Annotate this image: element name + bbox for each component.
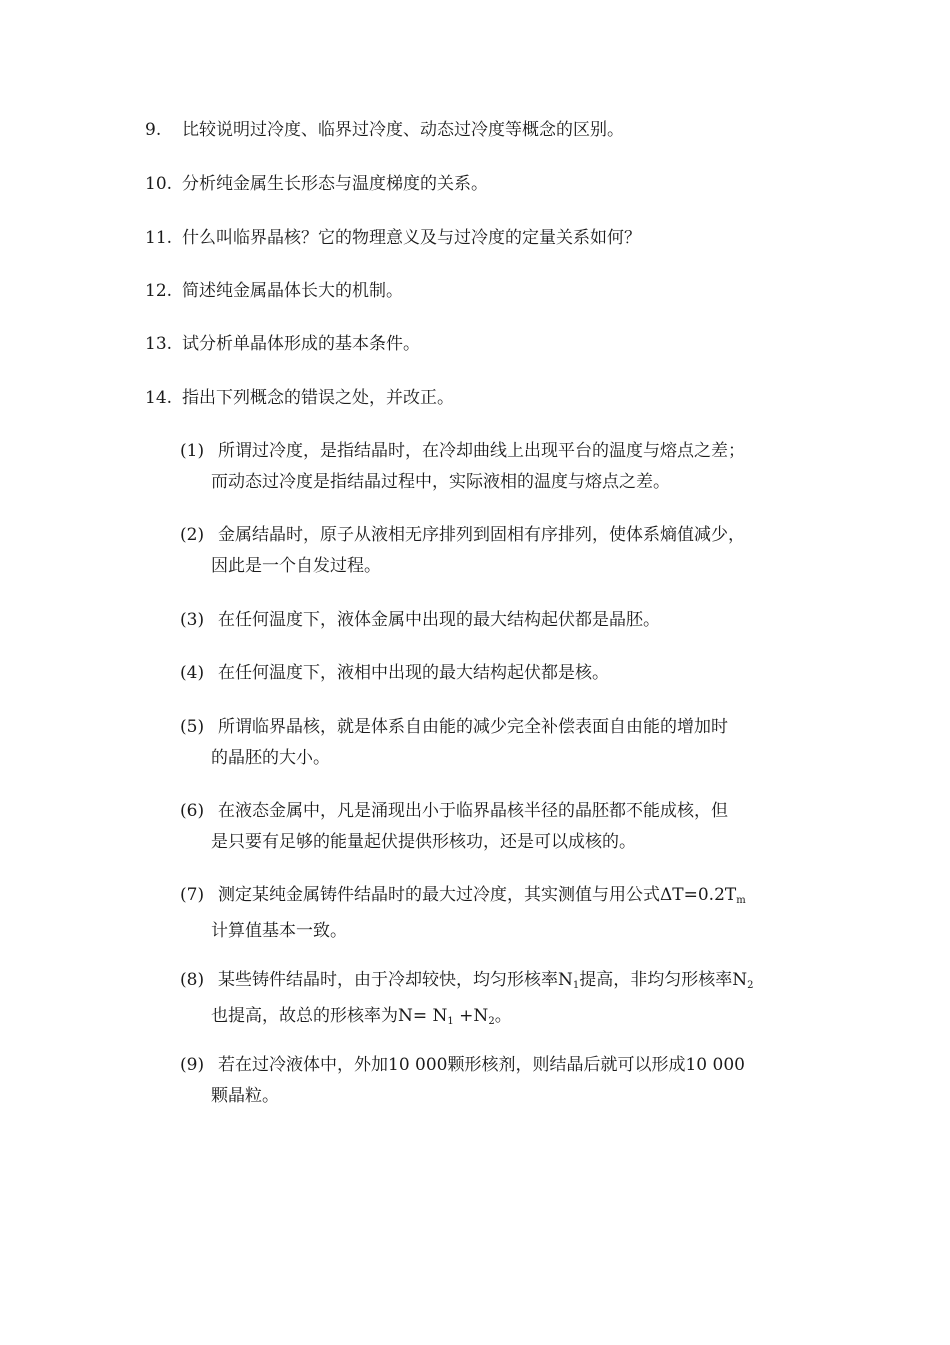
question-number: 11. (145, 228, 173, 248)
formula-subscript: 2 (488, 1016, 495, 1027)
subitem-number: (6) (180, 801, 205, 821)
question-text: 分析纯金属生长形态与温度梯度的关系。 (182, 174, 488, 194)
subitem-number: (8) (180, 970, 205, 990)
subitem-text-line2: 是只要有足够的能量起伏提供形核功，还是可以成核的。 (211, 832, 636, 852)
question-text: 什么叫临界晶核？它的物理意义及与过冷度的定量关系如何？ (182, 228, 641, 248)
subitem-number: (7) (180, 885, 205, 905)
question-text: 比较说明过冷度、临界过冷度、动态过冷度等概念的区别。 (182, 120, 624, 140)
subitem-text-line1b: 提高，非均匀形核率N (579, 970, 748, 990)
subitem-6 (180, 796, 810, 858)
subitem-3 (180, 605, 810, 636)
subitem-number: (5) (180, 717, 205, 737)
subitem-7 (180, 880, 810, 947)
subitem-2 (180, 520, 810, 582)
subitem-text-line1: 所谓过冷度，是指结晶时，在冷却曲线上出现平台的温度与熔点之差； (218, 441, 745, 461)
subitem-text-line2: 的晶胚的大小。 (211, 748, 330, 768)
formula-subscript: 1 (572, 980, 580, 991)
formula-subscript: 2 (747, 980, 754, 991)
subitem-text-line2: 而动态过冷度是指结晶过程中，实际液相的温度与熔点之差。 (211, 472, 670, 492)
subitem-8 (180, 965, 810, 1037)
subitem-number: (9) (180, 1055, 205, 1075)
subitem-5 (180, 712, 810, 774)
question-11 (145, 226, 825, 250)
subitem-text-line1: 金属结晶时，原子从液相无序排列到固相有序排列，使体系熵值减少， (218, 525, 745, 545)
question-12 (145, 279, 825, 303)
question-number: 9. (145, 120, 162, 140)
subitem-text-line2a: 也提高，故总的形核率为N= N (211, 1006, 448, 1026)
subitem-text-line2b: +N (453, 1006, 489, 1026)
subitem-text-line1a: 某些铸件结晶时，由于冷却较快，均匀形核率N (218, 970, 573, 990)
question-9 (145, 118, 825, 142)
subitem-text-line1: 若在过冷液体中，外加10 000颗形核剂，则结晶后就可以形成10 000 (218, 1055, 745, 1075)
question-13 (145, 332, 825, 356)
question-14 (145, 386, 825, 410)
question-10 (145, 172, 825, 196)
subitem-text-line1: 在任何温度下，液相中出现的最大结构起伏都是核。 (218, 663, 609, 683)
subitem-number: (3) (180, 610, 205, 630)
subitem-4 (180, 658, 810, 689)
subitem-number: (2) (180, 525, 205, 545)
subitem-text-line1: 测定某纯金属铸件结晶时的最大过冷度，其实测值与用公式ΔT=0.2T (218, 885, 737, 905)
question-number: 12. (145, 281, 173, 301)
subitem-text-line2: 计算值基本一致。 (211, 921, 347, 941)
subitem-1 (180, 436, 810, 498)
question-number: 14. (145, 388, 173, 408)
subitem-text-line1: 在液态金属中，凡是涌现出小于临界晶核半径的晶胚都不能成核，但 (218, 801, 728, 821)
subitem-number: (1) (180, 441, 205, 461)
question-number: 13. (145, 334, 173, 354)
subitem-text-line2: 颗晶粒。 (211, 1086, 279, 1106)
subitem-text-line1: 所谓临界晶核，就是体系自由能的减少完全补偿表面自由能的增加时 (218, 717, 728, 737)
subitem-number: (4) (180, 663, 205, 683)
subitem-text-line2c: 。 (494, 1006, 512, 1026)
question-text: 指出下列概念的错误之处，并改正。 (182, 388, 454, 408)
formula-subscript: m (736, 895, 746, 906)
subitem-text-line1: 在任何温度下，液体金属中出现的最大结构起伏都是晶胚。 (218, 610, 660, 630)
question-number: 10. (145, 174, 173, 194)
subitem-text-line2: 因此是一个自发过程。 (211, 556, 381, 576)
question-text: 试分析单晶体形成的基本条件。 (182, 334, 420, 354)
formula-subscript: 1 (447, 1016, 454, 1027)
question-text: 简述纯金属晶体长大的机制。 (182, 281, 403, 301)
subitem-9 (180, 1050, 810, 1112)
